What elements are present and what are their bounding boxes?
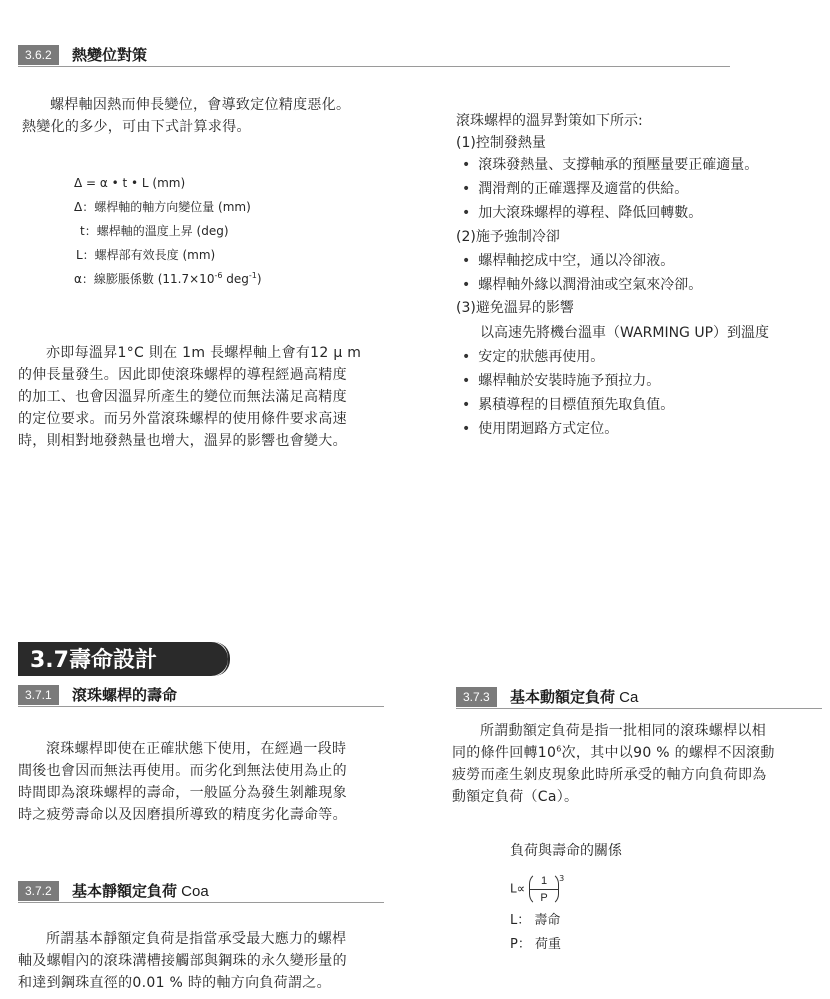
title-text: 基本靜額定負荷 (72, 882, 178, 900)
fraction (529, 872, 559, 906)
text: α：線膨脹係數 (11.7×10 (74, 272, 215, 286)
section-number: 3.7.3 (456, 687, 497, 707)
relation-definition-p: P： 荷重 (510, 937, 561, 952)
definition-delta: Δ：螺桿軸的軸方向變位量 (mm) (74, 200, 251, 214)
text-line: 時，則相對地發熱量也增大，溫昇的影響也會變大。 (18, 433, 347, 449)
section-title: 熱變位對策 (72, 46, 148, 64)
text-line: 的伸長量發生。因此即使滾珠螺桿的導程經過高精度 (18, 367, 347, 383)
section-number: 3.6.2 (18, 45, 59, 65)
text-line: 疲勞而產生剝皮現象此時所承受的軸方向負荷即為 (452, 767, 767, 783)
lifetime-paragraph (18, 738, 413, 826)
relation-definition-l: L： 壽命 (510, 913, 561, 928)
numerator: 1 (530, 873, 558, 890)
text-line: 螺桿軸因熱而伸長變位，會導致定位精度惡化。 (50, 97, 351, 113)
text-line (452, 742, 822, 764)
text-line: 動額定負荷（Ca）。 (452, 789, 579, 805)
countermeasure-intro: 滾珠螺桿的溫昇對策如下所示: (456, 113, 643, 129)
chapter-title: 3.7壽命設計 (18, 642, 228, 676)
title-symbol: Coa (177, 883, 209, 900)
text-line: 以高速先將機台溫車（WARMING UP）到溫度 (480, 325, 770, 341)
text: ) (256, 272, 262, 286)
text-line: 時間即為滾珠螺桿的壽命，一般區分為發生剝離現象 (18, 785, 347, 801)
static-load-paragraph (18, 928, 413, 994)
exponent: -1 (248, 271, 257, 280)
exponent: 6 (556, 744, 562, 754)
text-line: 亦即每溫昇1°C 則在 1m 長螺桿軸上會有12 μ m (46, 345, 362, 361)
exponent: 3 (559, 874, 565, 883)
text-line: 熱變化的多少，可由下式計算求得。 (22, 119, 251, 135)
bullet-item: • 安定的狀態再使用。 (462, 346, 604, 368)
text: 次，其中以90 % 的螺桿不因滾動 (561, 745, 775, 761)
definition-alpha (74, 268, 262, 290)
text-line: 間後也會因而無法再使用。而劣化到無法使用為止的 (18, 763, 347, 779)
title-symbol: Ca (615, 689, 639, 706)
section-header-362 (18, 44, 730, 67)
title-text: 基本動額定負荷 (510, 688, 616, 706)
exponent: -6 (214, 271, 223, 280)
denominator: P (540, 891, 548, 904)
bullet-item: • 加大滾珠螺桿的導程、降低回轉數。 (462, 202, 702, 224)
bullet-item: • 滾珠發熱量、支撐軸承的預壓量要正確適量。 (462, 154, 758, 176)
definition-l: L：螺桿部有效長度 (mm) (76, 248, 216, 262)
definition-t: t：螺桿軸的溫度上昇 (deg) (80, 224, 229, 238)
text: deg (222, 272, 249, 286)
text-line: 時之疲勞壽命以及因磨損所導致的精度劣化壽命等。 (18, 807, 347, 823)
text-line: 和達到鋼珠直徑的0.01 % 時的軸方向負荷謂之。 (18, 975, 331, 991)
relation-title: 負荷與壽命的關係 (510, 843, 622, 859)
text-line: 的定位要求。而另外當滾珠螺桿的使用條件要求高速 (18, 411, 347, 427)
heading-2: (2)施予強制冷卻 (456, 229, 560, 245)
heat-intro-paragraph (22, 94, 412, 138)
section-header-371 (18, 684, 384, 707)
elongation-paragraph (18, 342, 418, 452)
section-title: 滾珠螺桿的壽命 (72, 686, 178, 704)
dynamic-load-paragraph (452, 720, 822, 808)
section-title (510, 686, 638, 708)
bullet-item: • 潤滑劑的正確選擇及適當的供給。 (462, 178, 688, 200)
formula: Δ = α • t • L (mm) (74, 176, 186, 190)
bullet-item: • 螺桿軸外緣以潤滑油或空氣來冷卻。 (462, 274, 702, 296)
bullet-item: • 螺桿軸於安裝時施予預拉力。 (462, 370, 660, 392)
section-header-373 (456, 686, 822, 709)
section-number: 3.7.2 (18, 881, 59, 901)
relation-formula (510, 870, 564, 906)
text-line: 的加工、也會因溫昇所產生的變位而無法滿足高精度 (18, 389, 347, 405)
text-line: 滾珠螺桿即使在正確狀態下使用，在經過一段時 (46, 741, 347, 757)
text-line: 所謂動額定負荷是指一批相同的滾珠螺桿以相 (480, 723, 766, 739)
bullet-item: • 螺桿軸挖成中空，通以冷卻液。 (462, 250, 674, 272)
text: 同的條件回轉10 (452, 745, 557, 761)
heading-1: (1)控制發熱量 (456, 135, 546, 151)
section-number: 3.7.1 (18, 685, 59, 705)
bullet-item: • 使用閉迴路方式定位。 (462, 418, 618, 440)
heading-3: (3)避免溫昇的影響 (456, 300, 574, 316)
section-header-372 (18, 880, 384, 903)
text-line: 所謂基本靜額定負荷是指當承受最大應力的螺桿 (46, 931, 347, 947)
proportional-symbol: L∝ (510, 881, 526, 896)
bullet-item: • 累積導程的目標值預先取負值。 (462, 394, 674, 416)
text-line: 軸及螺帽內的滾珠溝槽接觸部與鋼珠的永久變形量的 (18, 953, 347, 969)
section-title (72, 880, 209, 902)
